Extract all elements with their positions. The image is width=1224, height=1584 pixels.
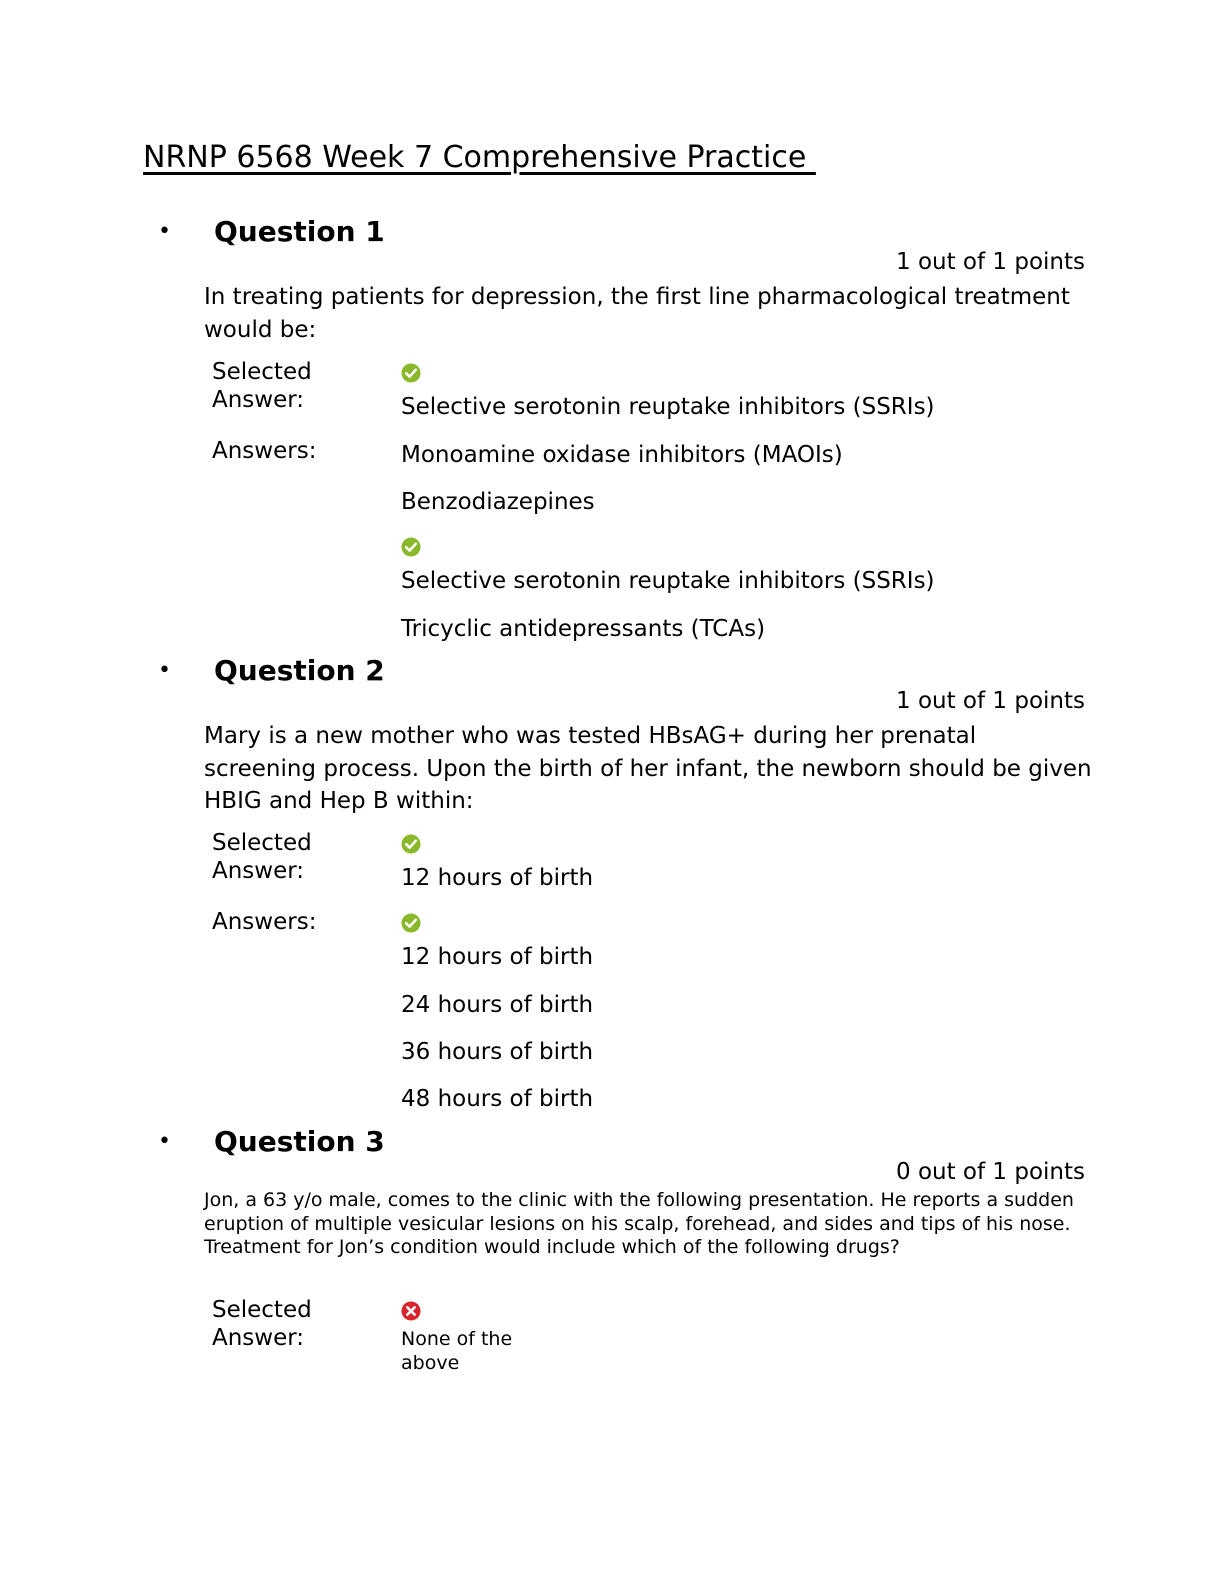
selected-answer-label: Selected Answer: bbox=[212, 830, 312, 884]
bullet-icon: • bbox=[158, 218, 171, 244]
answer-option: 36 hours of birth bbox=[401, 1039, 594, 1065]
selected-answer-label: Selected Answer: bbox=[212, 1297, 312, 1351]
answers-label: Answers: bbox=[212, 438, 317, 464]
x-circle-icon bbox=[401, 1301, 421, 1321]
bullet-icon: • bbox=[158, 657, 171, 683]
question-text: In treating patients for depression, the first line pharmacological treatment would be: bbox=[204, 284, 1070, 343]
selected-answer-value: Selective serotonin reuptake inhibitors (SSRIs) bbox=[401, 394, 935, 420]
question-points: 1 out of 1 points bbox=[896, 688, 1085, 714]
check-circle-icon bbox=[401, 363, 421, 383]
question-points: 0 out of 1 points bbox=[896, 1159, 1085, 1185]
answer-option: Tricyclic antidepressants (TCAs) bbox=[401, 616, 766, 642]
answer-option: 12 hours of birth bbox=[401, 944, 594, 970]
selected-answer-label: Selected Answer: bbox=[212, 359, 312, 413]
question-3-header bbox=[158, 1125, 385, 1158]
answer-option: 48 hours of birth bbox=[401, 1086, 594, 1112]
question-text: Mary is a new mother who was tested HBsAG+ during her prenatal screening process. Upon the birth of her infant, the newborn should be given HBIG and Hep B within: bbox=[204, 723, 1092, 814]
answer-option: 24 hours of birth bbox=[401, 992, 594, 1018]
question-title: Question 1 bbox=[214, 215, 385, 248]
question-text: Jon, a 63 y/o male, comes to the clinic with the following presentation. He reports a sudden eruption of multiple vesicular lesions on his scalp, forehead, and sides and tips of his nose. Treatment for Jon’s condition would include which of the following drugs? bbox=[204, 1189, 1074, 1258]
answer-option: Selective serotonin reuptake inhibitors (SSRIs) bbox=[401, 568, 935, 594]
selected-answer-value: 12 hours of birth bbox=[401, 865, 594, 891]
page-title: NRNP 6568 Week 7 Comprehensive Practice bbox=[143, 140, 816, 175]
question-points: 1 out of 1 points bbox=[896, 249, 1085, 275]
question-1-header bbox=[158, 215, 385, 248]
answer-option: Benzodiazepines bbox=[401, 489, 595, 515]
check-circle-icon bbox=[401, 537, 421, 557]
selected-answer-value: None of the above bbox=[401, 1328, 513, 1374]
answer-option: Monoamine oxidase inhibitors (MAOIs) bbox=[401, 442, 843, 468]
question-title: Question 3 bbox=[214, 1125, 385, 1158]
check-circle-icon bbox=[401, 834, 421, 854]
answers-label: Answers: bbox=[212, 909, 317, 935]
question-2-header bbox=[158, 654, 385, 687]
question-title: Question 2 bbox=[214, 654, 385, 687]
bullet-icon: • bbox=[158, 1128, 171, 1154]
check-circle-icon bbox=[401, 913, 421, 933]
